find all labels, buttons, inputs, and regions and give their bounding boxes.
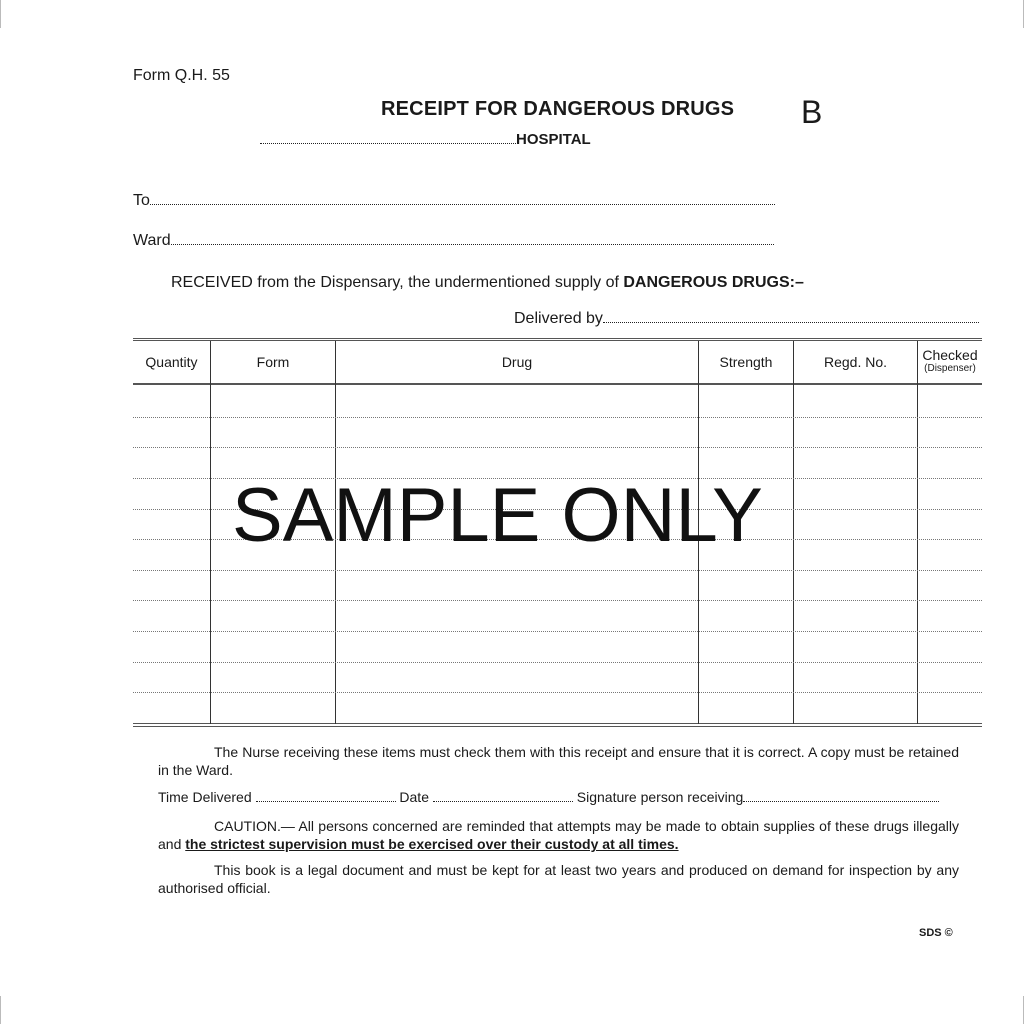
ward-field[interactable] <box>133 232 774 250</box>
delivery-details-line <box>158 789 939 805</box>
column-header-form: Form <box>256 354 290 370</box>
column-header-quantity: Quantity <box>145 354 198 370</box>
hospital-blank[interactable] <box>260 142 516 144</box>
legal-notice-text: This book is a legal document and must be kept for at least two years and produced on demand for inspection by any authorised official. <box>158 862 959 896</box>
table-row[interactable] <box>133 570 982 571</box>
table-row[interactable] <box>133 417 982 418</box>
signature-blank[interactable] <box>743 800 939 802</box>
column-header-checked <box>918 341 982 383</box>
delivered-by-label: Delivered by <box>514 310 603 327</box>
form-code: Form Q.H. 55 <box>133 67 230 84</box>
received-text: RECEIVED from the Dispensary, the undermentioned supply of <box>171 274 624 291</box>
caution-notice <box>158 817 959 853</box>
table-row[interactable] <box>133 662 982 663</box>
signature-label: Signature person receiving <box>576 789 744 805</box>
table-bottom-border <box>133 723 982 727</box>
checked-label: Checked <box>922 347 978 363</box>
hospital-field[interactable] <box>260 131 591 148</box>
received-statement <box>171 274 804 292</box>
column-divider <box>210 341 211 724</box>
caution-emphasis: the strictest supervision must be exercised over their custody at all times. <box>185 836 679 852</box>
sample-watermark: SAMPLE ONLY <box>232 473 763 558</box>
column-divider <box>793 341 794 724</box>
page-edge-mark <box>0 0 1 28</box>
delivered-by-field[interactable] <box>514 310 979 328</box>
time-delivered-label: Time Delivered <box>158 789 252 805</box>
delivered-by-blank[interactable] <box>603 321 979 323</box>
nurse-notice <box>158 743 959 779</box>
time-delivered-blank[interactable] <box>256 800 396 802</box>
checked-sublabel: (Dispenser) <box>924 363 976 374</box>
to-label: To <box>133 192 150 209</box>
date-label: Date <box>399 789 429 805</box>
page-edge-mark <box>0 996 1 1024</box>
column-divider <box>917 341 918 724</box>
legal-notice <box>158 861 959 897</box>
to-field[interactable] <box>133 192 775 210</box>
column-header-strength: Strength <box>719 354 773 370</box>
ward-blank[interactable] <box>171 243 774 245</box>
page-title: RECEIPT FOR DANGEROUS DRUGS <box>381 98 735 120</box>
column-header-drug: Drug <box>501 354 533 370</box>
to-blank[interactable] <box>150 203 775 205</box>
hospital-label: HOSPITAL <box>516 131 591 148</box>
date-blank[interactable] <box>433 800 573 802</box>
ward-label: Ward <box>133 232 171 249</box>
table-row[interactable] <box>133 447 982 448</box>
nurse-notice-text: The Nurse receiving these items must check them with this receipt and ensure that it is correct. A copy must be retained in the Ward. <box>158 744 959 778</box>
column-header-regd-no: Regd. No. <box>823 354 888 370</box>
caution-text: CAUTION.— All persons concerned are reminded that attempts may be made to obtain supplies of these drugs illegally and <box>158 818 959 852</box>
table-row[interactable] <box>133 631 982 632</box>
table-header-border <box>133 383 982 385</box>
table-row[interactable] <box>133 600 982 601</box>
table-row[interactable] <box>133 692 982 693</box>
copy-letter: B <box>801 94 823 130</box>
publisher-mark: SDS © <box>919 927 953 939</box>
received-bold: DANGEROUS DRUGS:– <box>623 274 804 291</box>
